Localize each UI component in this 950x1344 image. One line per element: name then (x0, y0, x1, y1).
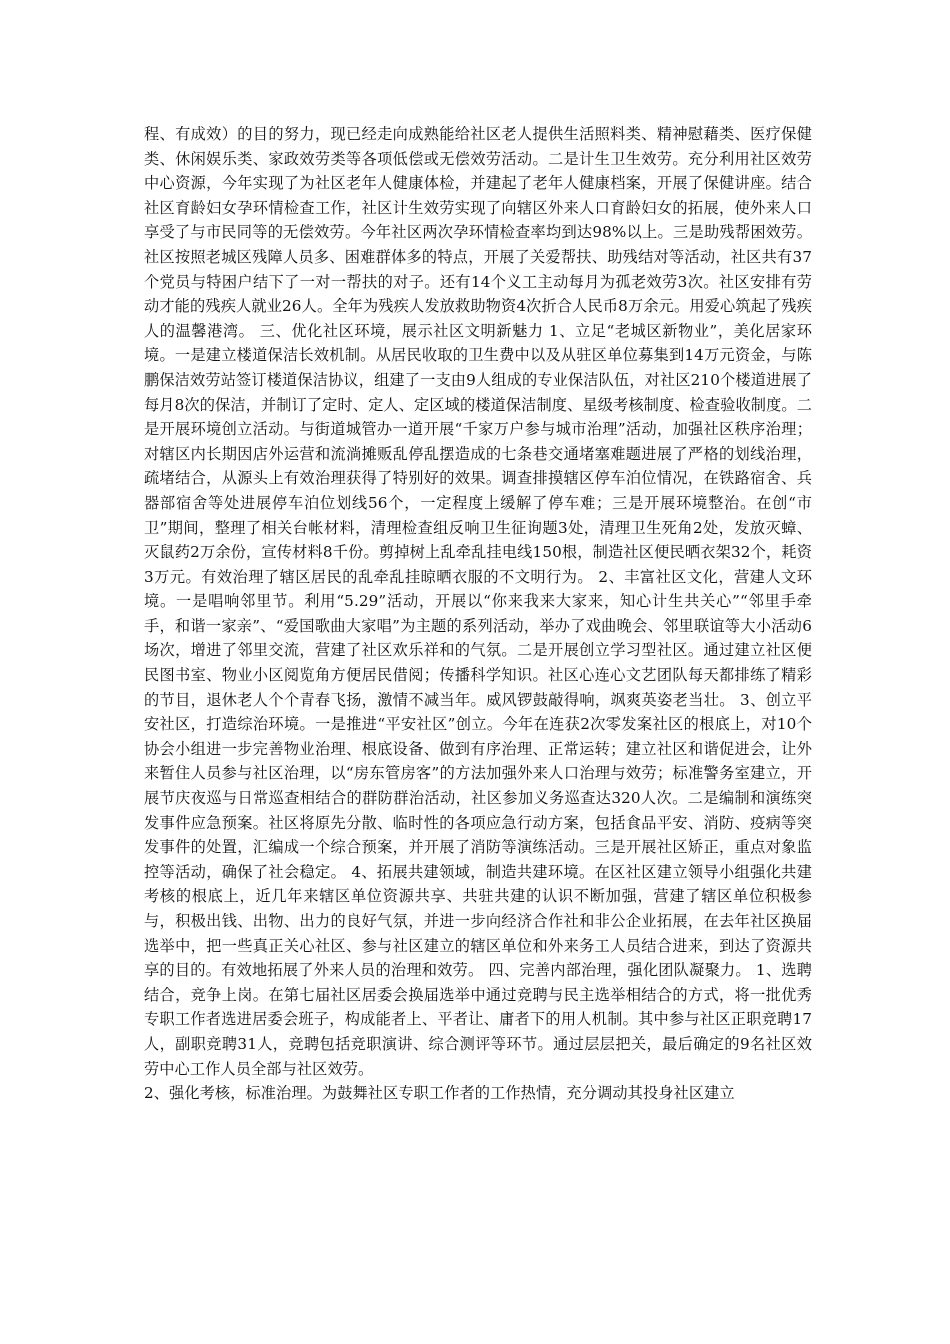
document-page (144, 122, 812, 1106)
body-paragraph: 程、有成效）的目的努力，现已经走向成熟能给社区老人提供生活照料类、精神慰藉类、医疗保健类、休闲娱乐类、家政效劳类等各项低偿或无偿效劳活动。二是计生卫生效劳。充分利用社区效劳中心资源，今年实现了为社区老年人健康体检，并建起了老年人健康档案，开展了保健讲座。结合社区育龄妇女孕环情检查工作，社区计生效劳实现了向辖区外来人口育龄妇女的拓展，使外来人口享受了与市民同等的无偿效劳。今年社区两次孕环情检查率均到达98%以上。三是助残帮困效劳。社区按照老城区残障人员多、困难群体多的特点，开展了关爱帮扶、助残结对等活动，社区共有37个党员与特困户结下了一对一帮扶的对子。还有14个义工主动每月为孤老效劳3次。社区安排有劳动才能的残疾人就业26人。全年为残疾人发放救助物资4次折合人民币8万余元。用爱心筑起了残疾人的温馨港湾。 三、优化社区环境，展示社区文明新魅力 1、立足“老城区新物业”，美化居家环境。一是建立楼道保洁长效机制。从居民收取的卫生费中以及从驻区单位募集到14万元资金，与陈鹏保洁效劳站签订楼道保洁协议，组建了一支由9人组成的专业保洁队伍，对社区210个楼道进展了每月8次的保洁，并制订了定时、定人、定区域的楼道保洁制度、星级考核制度、检查验收制度。二是开展环境创立活动。与街道城管办一道开展“千家万户参与城市治理”活动，加强社区秩序治理；对辖区内长期因店外运营和流淌摊贩乱停乱摆造成的七条巷交通堵塞难题进展了严格的划线治理，疏堵结合，从源头上有效治理获得了特别好的效果。调查排摸辖区停车泊位情况，在铁路宿舍、兵器部宿舍等处进展停车泊位划线56个，一定程度上缓解了停车难；三是开展环境整治。在创“市卫”期间，整理了相关台帐材料，清理检查组反响卫生征询题3处，清理卫生死角2处，发放灭蟑、灭鼠药2万余份，宣传材料8千份。剪掉树上乱牵乱挂电线150根，制造社区便民晒衣架32个，耗资3万元。有效治理了辖区居民的乱牵乱挂晾晒衣服的不文明行为。 2、丰富社区文化，营建人文环境。一是唱响邻里节。利用“5.29”活动，开展以“你来我来大家来，知心计生共关心”“邻里手牵手，和谐一家亲”、“爱国歌曲大家唱”为主题的系列活动，举办了戏曲晚会、邻里联谊等大小活动6场次，增进了邻里交流，营建了社区欢乐祥和的气氛。二是开展创立学习型社区。通过建立社区便民图书室、物业小区阅览角方便居民借阅；传播科学知识。社区心连心文艺团队每天都排练了精彩的节目，退休老人个个青春飞扬，激情不减当年。威风锣鼓敲得响，飒爽英姿老当壮。 3、创立平安社区，打造综治环境。一是推进“平安社区”创立。今年在连获2次零发案社区的根底上，对10个协会小组进一步完善物业治理、根底设备、做到有序治理、正常运转；建立社区和谐促进会，让外来暂住人员参与社区治理，以“房东管房客”的方法加强外来人口治理与效劳；标准警务室建立，开展节庆夜巡与日常巡查相结合的群防群治活动，社区参加义务巡查达320人次。二是编制和演练突发事件应急预案。社区将原先分散、临时性的各项应急行动方案，包括食品平安、消防、疫病等突发事件的处置，汇编成一个综合预案，并开展了消防等演练活动。三是开展社区矫正，重点对象监控等活动，确保了社会稳定。 4、拓展共建领域，制造共建环境。在区社区建立领导小组强化共建考核的根底上，近几年来辖区单位资源共享、共驻共建的认识不断加强，营建了辖区单位积极参与，积极出钱、出物、出力的良好气氛，并进一步向经济合作社和非公企业拓展，在去年社区换届选举中，把一些真正关心社区、参与社区建立的辖区单位和外来务工人员结合进来，到达了资源共享的目的。有效地拓展了外来人员的治理和效劳。 四、完善内部治理，强化团队凝聚力。 1、选聘结合，竞争上岗。在第七届社区居委会换届选举中通过竞聘与民主选举相结合的方式，将一批优秀专职工作者选进居委会班子，构成能者上、平者让、庸者下的用人机制。其中参与社区正职竞聘17人，副职竞聘31人，竞聘包括竞职演讲、综合测评等环节。通过层层把关，最后确定的9名社区效劳中心工作人员全部与社区效劳。 (144, 125, 812, 1078)
body-paragraph: 2、强化考核，标准治理。为鼓舞社区专职工作者的工作热情，充分调动其投身社区建立 (144, 1084, 735, 1103)
